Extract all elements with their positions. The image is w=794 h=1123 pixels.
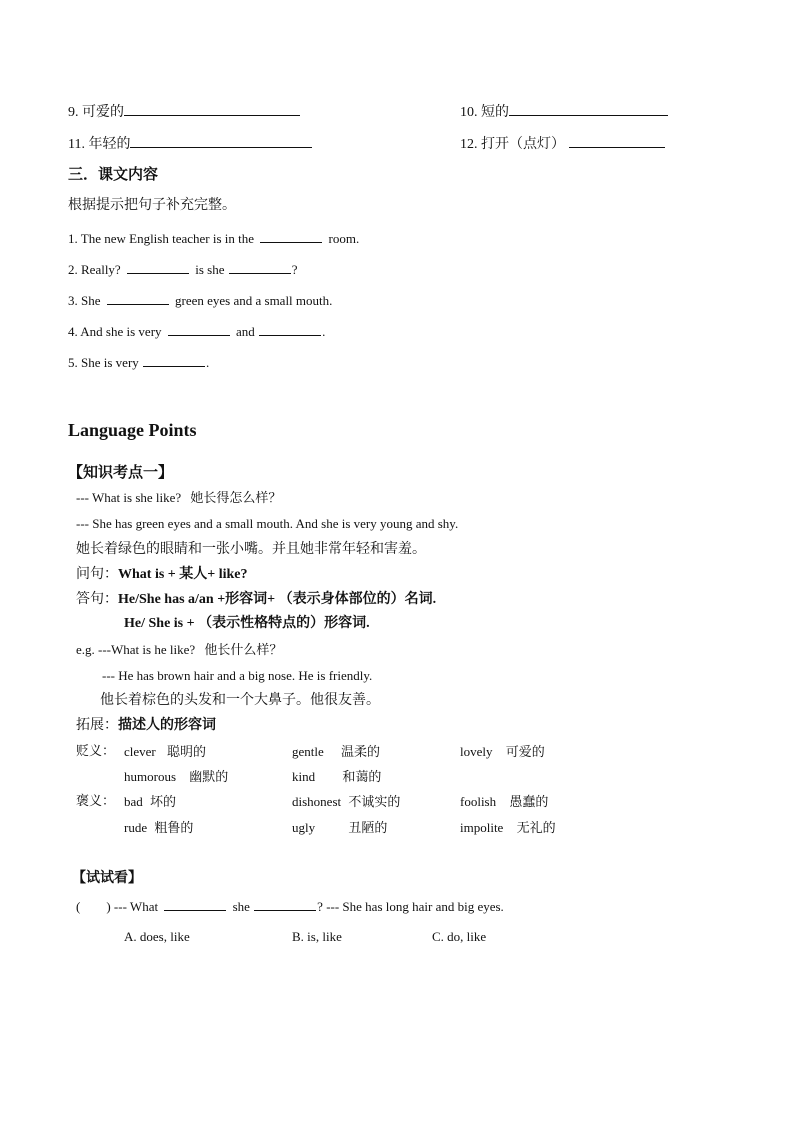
adjective-cn: 和蔼的 <box>342 770 382 785</box>
question-text: she <box>232 899 250 914</box>
adjective-cn: 温柔的 <box>341 745 381 760</box>
example-translation: 他长什么样？ <box>204 643 283 658</box>
adjective-entry <box>124 792 176 813</box>
option-b[interactable]: B. is, like <box>292 929 342 944</box>
quiz-question <box>76 896 504 917</box>
dialogue-translation-2: 她长着绿色的眼睛和一张小嘴。并且她非常年轻和害羞。 <box>76 541 426 557</box>
extension-label: 拓展： <box>76 717 118 733</box>
adjective-en: rude <box>124 820 148 835</box>
adjective-cn: 可爱的 <box>505 745 545 760</box>
example-line-2: --- He has brown hair and a big nose. He is friendly. <box>102 668 373 683</box>
section-title: 三．课文内容 <box>68 167 159 183</box>
sentence-text: is she <box>195 262 225 277</box>
adjective-en: humorous <box>124 769 176 784</box>
vocab-item-11-label: 11. 年轻的 <box>68 137 131 152</box>
adjective-en: gentle <box>292 744 324 759</box>
answer-blank[interactable] <box>127 259 189 274</box>
adjective-cn: 幽默的 <box>189 770 229 785</box>
sentence-2 <box>68 259 298 280</box>
language-points-title: Language Points <box>68 420 197 440</box>
adjective-entry <box>292 767 381 788</box>
negative-label: 褒义： <box>76 794 116 809</box>
answer-parenthesis[interactable]: ( ) <box>76 899 111 914</box>
answer-blank[interactable] <box>143 352 205 367</box>
sentence-3 <box>68 290 332 311</box>
adjective-entry <box>292 818 387 839</box>
adjective-entry <box>460 818 556 839</box>
question-text: ? --- She has long hair and big eyes. <box>317 899 504 914</box>
adjective-entry <box>460 742 545 763</box>
example-line-1 <box>76 640 282 661</box>
answer-formula-1: He/She has a/an +形容词+ （表示身体部位的）名词. <box>118 592 437 607</box>
sentence-5 <box>68 352 209 373</box>
vocab-item-12-label: 12. 打开（点灯） <box>460 137 565 152</box>
adjective-entry <box>292 792 400 813</box>
adjective-en: kind <box>292 769 316 784</box>
adjective-en: lovely <box>460 744 493 759</box>
answer-blank[interactable] <box>229 259 291 274</box>
adjective-cn: 无礼的 <box>516 821 556 836</box>
question-formula: What is + 某人+ like? <box>118 567 248 582</box>
section-instruction: 根据提示把句子补充完整。 <box>68 198 236 213</box>
vocab-item-10 <box>460 101 668 123</box>
vocab-item-11 <box>68 133 312 155</box>
adjective-cn: 粗鲁的 <box>154 821 194 836</box>
adjective-en: dishonest <box>292 794 342 809</box>
sentence-text: . <box>206 355 210 370</box>
adjective-en: foolish <box>460 794 497 809</box>
adjective-entry <box>124 767 228 788</box>
adjective-entry <box>124 818 193 839</box>
sentence-text: ? <box>291 262 298 277</box>
vocab-item-10-label: 10. 短的 <box>460 105 509 120</box>
answer-formula-2: He/ She is + （表示性格特点的）形容词. <box>124 616 370 631</box>
sentence-text: 2. Really? <box>68 262 121 277</box>
answer-label: 答句： <box>76 591 118 607</box>
question-pattern <box>76 564 248 585</box>
sentence-text: 4. And she is very <box>68 324 162 339</box>
dialogue-line-1 <box>76 488 281 509</box>
adjective-cn: 丑陋的 <box>348 821 388 836</box>
vocab-item-9 <box>68 101 300 123</box>
adjective-cn: 愚蠢的 <box>509 795 549 810</box>
adjective-en: bad <box>124 794 143 809</box>
sentence-text: . <box>322 324 326 339</box>
answer-blank[interactable] <box>164 896 226 911</box>
question-label: 问句： <box>76 566 118 582</box>
vocab-item-9-label: 9. 可爱的 <box>68 105 124 120</box>
answer-blank[interactable] <box>509 101 668 116</box>
sentence-text: 5. She is very <box>68 355 139 370</box>
adjective-en: ugly <box>292 820 316 835</box>
answer-blank[interactable] <box>168 321 230 336</box>
adjective-en: impolite <box>460 820 504 835</box>
sentence-text: 1. The new English teacher is in the <box>68 231 255 246</box>
option-a[interactable]: A. does, like <box>124 929 190 944</box>
example-text: e.g. ---What is he like? <box>76 642 196 657</box>
sentence-4 <box>68 321 325 342</box>
sentence-1 <box>68 228 359 249</box>
option-c[interactable]: C. do, like <box>432 929 487 944</box>
adjective-entry <box>124 742 206 763</box>
answer-blank[interactable] <box>260 228 322 243</box>
adjective-entry <box>460 792 548 813</box>
dialogue-line-2: --- She has green eyes and a small mouth. And she is very young and shy. <box>76 516 459 531</box>
answer-blank[interactable] <box>259 321 321 336</box>
adjective-cn: 不诚实的 <box>348 795 401 810</box>
sentence-text: and <box>236 324 255 339</box>
example-translation-2: 他长着棕色的头发和一个大鼻子。他很友善。 <box>100 692 380 708</box>
adjective-entry <box>292 742 380 763</box>
try-it-heading: 【试试看】 <box>72 870 142 886</box>
sentence-text: room. <box>328 231 360 246</box>
answer-blank[interactable] <box>130 133 312 148</box>
sentence-text: 3. She <box>68 293 101 308</box>
adjective-cn: 聪明的 <box>167 745 207 760</box>
positive-label: 贬义： <box>76 744 116 759</box>
vocab-item-12 <box>460 133 665 155</box>
extension-heading <box>76 715 216 736</box>
adjective-en: clever <box>124 744 156 759</box>
answer-blank[interactable] <box>569 133 665 148</box>
dialogue-text: --- What is she like? <box>76 490 182 505</box>
knowledge-point-heading: 【知识考点一】 <box>68 465 174 481</box>
sentence-text: green eyes and a small mouth. <box>175 293 333 308</box>
question-text: --- What <box>113 899 159 914</box>
answer-blank[interactable] <box>254 896 316 911</box>
adjective-cn: 坏的 <box>150 795 177 810</box>
dialogue-translation: 她长得怎么样？ <box>190 491 282 506</box>
extension-topic: 描述人的形容词 <box>118 717 216 733</box>
answer-blank[interactable] <box>124 101 300 116</box>
answer-pattern-1 <box>76 589 436 610</box>
answer-blank[interactable] <box>107 290 169 305</box>
